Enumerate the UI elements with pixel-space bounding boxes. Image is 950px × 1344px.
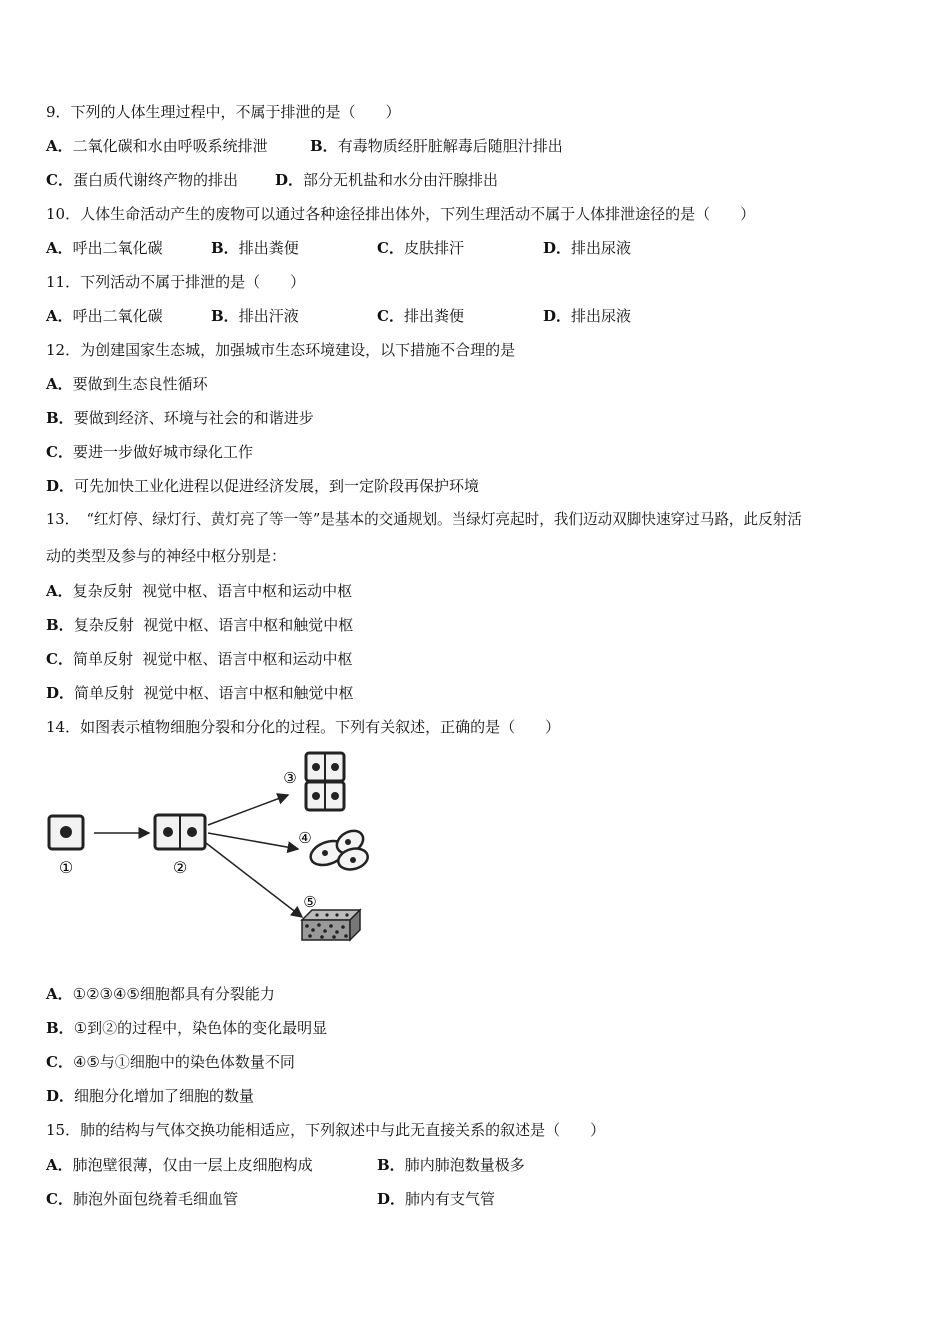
q9-option-a[interactable] (46, 136, 268, 156)
option-text: 蛋白质代谢终产物的排出 (72, 171, 238, 189)
q13-option-c[interactable] (46, 649, 353, 669)
option-key: A． (46, 137, 73, 155)
cell-division-figure (40, 745, 380, 960)
label-4: ④ (298, 829, 312, 847)
option-key: A． (46, 375, 73, 393)
q12-option-b[interactable] (46, 408, 314, 428)
label-1: ① (58, 858, 74, 877)
q12-option-c[interactable] (46, 442, 253, 462)
option-key: C． (377, 307, 404, 325)
cell-5 (302, 910, 360, 940)
cell-1 (49, 816, 83, 849)
q14-stem: 14．如图表示植物细胞分裂和分化的过程。下列有关叙述，正确的是（ ） (46, 718, 561, 736)
option-text: 排出尿液 (571, 239, 632, 257)
option-key: C． (46, 171, 73, 189)
q13-option-d[interactable] (46, 683, 354, 703)
option-text: 肺内有支气管 (405, 1190, 496, 1208)
q15-option-a[interactable] (46, 1155, 313, 1175)
q14-option-a[interactable] (46, 984, 275, 1004)
q14-option-d[interactable] (46, 1086, 254, 1106)
option-key: D． (543, 307, 572, 325)
option-key: B． (46, 1019, 74, 1037)
option-text: 可先加快工业化进程以促进经济发展，到一定阶段再保护环境 (74, 477, 480, 495)
option-key: D． (46, 684, 75, 702)
option-key: D． (46, 1087, 75, 1105)
q15-option-d[interactable] (377, 1189, 495, 1209)
option-text: 要进一步做好城市绿化工作 (72, 443, 253, 461)
q13-stem-line2: 动的类型及参与的神经中枢分别是： (46, 547, 287, 565)
option-key: C． (46, 1053, 73, 1071)
option-key: D． (377, 1190, 406, 1208)
option-key: B． (211, 239, 239, 257)
option-text: 要做到生态良性循环 (72, 375, 208, 393)
option-text: 排出粪便 (403, 307, 464, 325)
option-text: 呼出二氧化碳 (72, 307, 163, 325)
option-text: 简单反射 视觉中枢、语言中枢和运动中枢 (72, 650, 353, 668)
q10-option-c[interactable] (377, 238, 464, 258)
q13-option-a[interactable] (46, 581, 352, 601)
option-text: ④⑤与①细胞中的染色体数量不同 (72, 1053, 295, 1071)
option-text: 有毒物质经肝脏解毒后随胆汁排出 (337, 137, 563, 155)
option-key: A． (46, 239, 73, 257)
cell-2 (155, 815, 205, 849)
q9-stem: 9．下列的人体生理过程中，不属于排泄的是（ ） (46, 103, 401, 121)
q13-stem-line1: 13． “红灯停、绿灯行、黄灯亮了等一等”是基本的交通规划。当绿灯亮起时，我们迈动双脚快速穿过马路，此反射活 (46, 511, 802, 528)
arrow-2-3 (208, 795, 288, 825)
q9-option-b[interactable] (310, 136, 563, 156)
q9-option-c[interactable] (46, 170, 238, 190)
cell-3 (306, 753, 344, 810)
option-text: 细胞分化增加了细胞的数量 (74, 1087, 255, 1105)
option-key: C． (377, 239, 404, 257)
option-key: B． (310, 137, 338, 155)
option-text: ①②③④⑤细胞都具有分裂能力 (72, 985, 275, 1003)
q15-option-b[interactable] (377, 1155, 525, 1175)
option-text: 肺内肺泡数量极多 (404, 1156, 525, 1174)
option-text: 排出粪便 (238, 239, 299, 257)
option-key: D． (543, 239, 572, 257)
option-text: 要做到经济、环境与社会的和谐进步 (73, 409, 314, 427)
option-key: A． (46, 307, 73, 325)
arrow-2-5 (206, 843, 302, 917)
option-key: B． (377, 1156, 405, 1174)
q10-option-d[interactable] (543, 238, 631, 258)
q12-option-d[interactable] (46, 476, 479, 496)
q10-option-a[interactable] (46, 238, 163, 258)
q15-option-c[interactable] (46, 1189, 238, 1209)
option-text: 肺泡壁很薄，仅由一层上皮细胞构成 (72, 1156, 313, 1174)
option-text: 复杂反射 视觉中枢、语言中枢和触觉中枢 (73, 616, 354, 634)
q10-option-b[interactable] (211, 238, 299, 258)
option-text: 皮肤排汗 (403, 239, 464, 257)
option-text: 简单反射 视觉中枢、语言中枢和触觉中枢 (74, 684, 354, 702)
label-3: ③ (283, 769, 297, 787)
q11-option-d[interactable] (543, 306, 631, 326)
option-key: A． (46, 1156, 73, 1174)
q13-option-b[interactable] (46, 615, 353, 635)
q9-option-d[interactable] (275, 170, 498, 190)
cell-4 (307, 826, 370, 872)
option-text: 部分无机盐和水分由汗腺排出 (303, 171, 499, 189)
option-key: C． (46, 1190, 73, 1208)
q15-stem: 15．肺的结构与气体交换功能相适应，下列叙述中与此无直接关系的叙述是（ ） (46, 1121, 606, 1139)
q11-stem: 11．下列活动不属于排泄的是（ ） (46, 273, 306, 291)
option-text: 排出汗液 (238, 307, 299, 325)
option-text: 肺泡外面包绕着毛细血管 (72, 1190, 238, 1208)
option-text: ①到②的过程中，染色体的变化最明显 (73, 1019, 328, 1037)
q14-option-c[interactable] (46, 1052, 295, 1072)
q11-option-b[interactable] (211, 306, 299, 326)
option-key: C． (46, 443, 73, 461)
option-text: 排出尿液 (571, 307, 632, 325)
option-text: 二氧化碳和水由呼吸系统排泄 (72, 137, 268, 155)
option-key: A． (46, 582, 73, 600)
option-key: D． (46, 477, 75, 495)
option-text: 呼出二氧化碳 (72, 239, 163, 257)
label-2: ② (172, 858, 188, 877)
q11-option-c[interactable] (377, 306, 464, 326)
q14-option-b[interactable] (46, 1018, 327, 1038)
arrow-2-4 (208, 833, 298, 849)
q12-stem: 12．为创建国家生态城，加强城市生态环境建设，以下措施不合理的是 (46, 341, 516, 359)
q11-option-a[interactable] (46, 306, 163, 326)
label-5: ⑤ (303, 893, 317, 911)
option-key: A． (46, 985, 73, 1003)
option-key: C． (46, 650, 73, 668)
option-key: B． (211, 307, 239, 325)
option-key: B． (46, 409, 74, 427)
option-key: B． (46, 616, 74, 634)
q12-option-a[interactable] (46, 374, 208, 394)
option-text: 复杂反射 视觉中枢、语言中枢和运动中枢 (72, 582, 353, 600)
q10-stem: 10．人体生命活动产生的废物可以通过各种途径排出体外，下列生理活动不属于人体排泄途径的是（ ） (46, 205, 756, 223)
option-key: D． (275, 171, 304, 189)
